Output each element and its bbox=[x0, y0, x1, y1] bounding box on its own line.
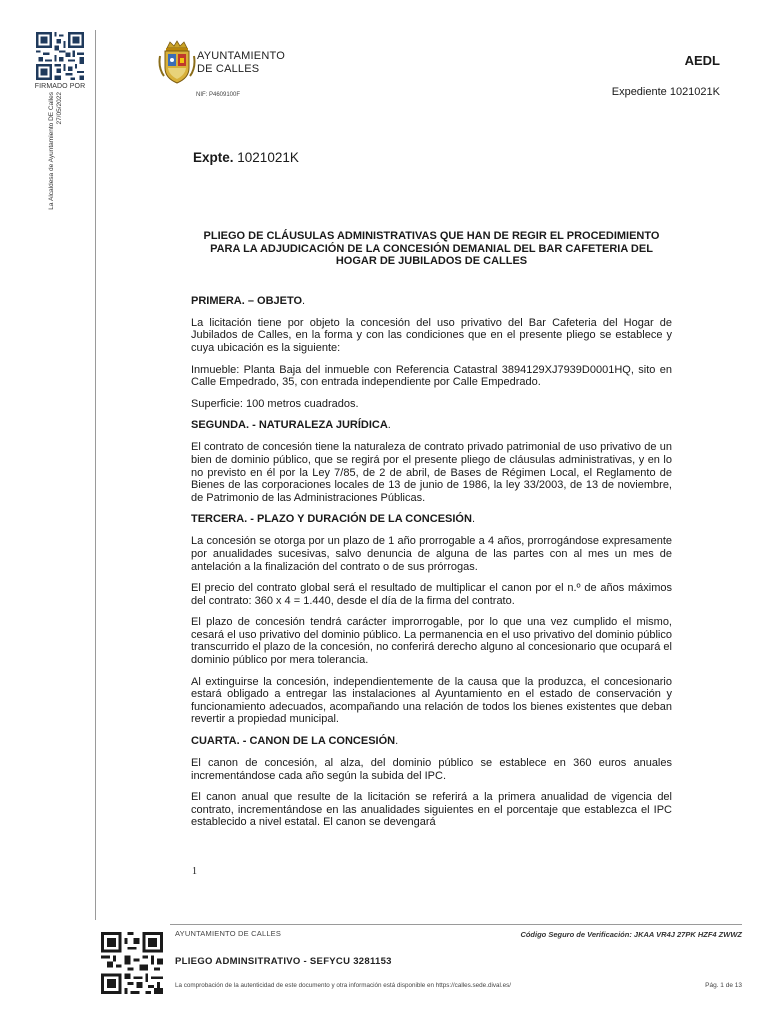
signature-stamp bbox=[48, 92, 78, 232]
paragraph: Inmueble: Planta Baja del inmueble con Referencia Catastral 3894129XJ7939D0001HQ, sito en Calle Empedrado, 35, con entrada independiente por Calle Empedrado. bbox=[191, 363, 672, 389]
margin-rule bbox=[95, 30, 96, 920]
organization-name bbox=[197, 50, 285, 76]
nif: NIF: P4609100F bbox=[196, 92, 241, 98]
department-code: AEDL bbox=[684, 53, 720, 68]
section-heading: CUARTA. - CANON DE LA CONCESIÓN. bbox=[191, 735, 399, 748]
footer-rule bbox=[170, 924, 742, 925]
expedient-label: Expte. bbox=[193, 150, 234, 165]
footer-page-count: Pág. 1 de 13 bbox=[705, 982, 742, 989]
footer-document-title: PLIEGO ADMINSITRATIVO - SEFYCU 3281153 bbox=[175, 956, 392, 967]
paragraph: El plazo de concesión tendrá carácter improrrogable, por lo que una vez cumplido el mismo, cesará el uso privativo del dominio público. La permanencia en el uso privativo del dominio público transcurrido el plazo de la concesión, no conferirá derecho alguno al concesionario que ocupará el dominio público por mera tolerancia. bbox=[191, 616, 672, 667]
file-reference: Expediente 1021021K bbox=[611, 86, 720, 98]
organization-name-line1: AYUNTAMIENTO bbox=[197, 50, 285, 62]
verification-note: La comprobación de la autenticidad de este documento y otra información está disponible en https://calles.sede.dival.es/ bbox=[175, 982, 512, 989]
document-body bbox=[191, 230, 672, 838]
qr-code-verification bbox=[101, 932, 163, 994]
paragraph: El canon de concesión, al alza, del dominio público se establece en 360 euros anuales incrementándose cada año según la subida del IPC. bbox=[191, 757, 672, 782]
paragraph: El contrato de concesión tiene la naturaleza de contrato privado patrimonial de uso privativo de un bien de dominio público, que se regirá por el presente pliego de cláusulas administrativas, y en lo no previsto en él por la Ley 7/85, de 2 de abril, de Bases de Régimen Local, el Reglamento de Bienes de las corporaciones locales de 13 de junio de 1986, la ley 33/2003, de 13 de noviembre, de Patrimonio de las Administraciones Públicas. bbox=[191, 441, 672, 504]
organization-name-line2: DE CALLES bbox=[197, 63, 260, 75]
paragraph: La licitación tiene por objeto la concesión del uso privativo del Bar Cafeteria del Hogar de Jubilados de Calles, en la forma y con las condiciones que en el presente pliego se establece y cuya ubicación es la siguiente: bbox=[191, 316, 672, 354]
expedient-number: 1021021K bbox=[237, 150, 299, 165]
document-title: PLIEGO DE CLÁUSULAS ADMINISTRATIVAS QUE HAN DE REGIR EL PROCEDIMIENTO PARA LA ADJUDICACIÓN DE LA CONCESIÓN DEMANIAL DEL BAR CAFETERIA DEL HOGAR DE JUBILADOS DE CALLES bbox=[203, 230, 660, 268]
signature-date: 27/05/2022 bbox=[56, 92, 63, 125]
signature-signer: La Alcaldesa de Ayuntamiento DE Calles bbox=[48, 92, 55, 210]
paragraph: El canon anual que resulte de la licitación se referirá a la primera anualidad de vigencia del contrato, incrementándose en las anualidades siguientes en el porcentaje que establezca el IPC establecido a nivel estatal. El canon se devengará bbox=[191, 791, 672, 829]
paragraph: Al extinguirse la concesión, independientemente de la causa que la produzca, el concesionario estará obligado a entregar las instalaciones al Ayuntamiento en el estado de conservación y funcionamiento adecuados, acompañando una relación de todos los bienes existentes que deban revertir a propiedad municipal. bbox=[191, 675, 672, 726]
municipal-coat-of-arms-logo bbox=[158, 38, 196, 86]
section-heading: TERCERA. - PLAZO Y DURACIÓN DE LA CONCESIÓN. bbox=[191, 513, 475, 526]
expedient-heading bbox=[193, 150, 299, 165]
verification-code: Código Seguro de Verificación: JKAA VR4J 27PK HZF4 ZWWZ bbox=[520, 930, 742, 939]
section-heading: SEGUNDA. - NATURALEZA JURÍDICA. bbox=[191, 419, 391, 432]
signed-by-label: FIRMADO POR bbox=[34, 83, 86, 90]
qr-code-top bbox=[36, 32, 84, 80]
section-heading: PRIMERA. – OBJETO. bbox=[191, 294, 306, 307]
page-number: 1 bbox=[192, 866, 197, 877]
paragraph: Superficie: 100 metros cuadrados. bbox=[191, 397, 359, 410]
footer-organization: AYUNTAMIENTO DE CALLES bbox=[175, 929, 282, 938]
paragraph: El precio del contrato global será el resultado de multiplicar el canon por el n.º de años máximos del contrato: 360 x 4 = 1.440, desde el día de la firma del contrato. bbox=[191, 582, 672, 607]
paragraph: La concesión se otorga por un plazo de 1 año prorrogable a 4 años, prorrogándose expresamente por anualidades sucesivas, salvo denuncia de alguna de las partes con al mes un mes de antelación a la finalización del contrato o de sus prórrogas. bbox=[191, 535, 672, 573]
